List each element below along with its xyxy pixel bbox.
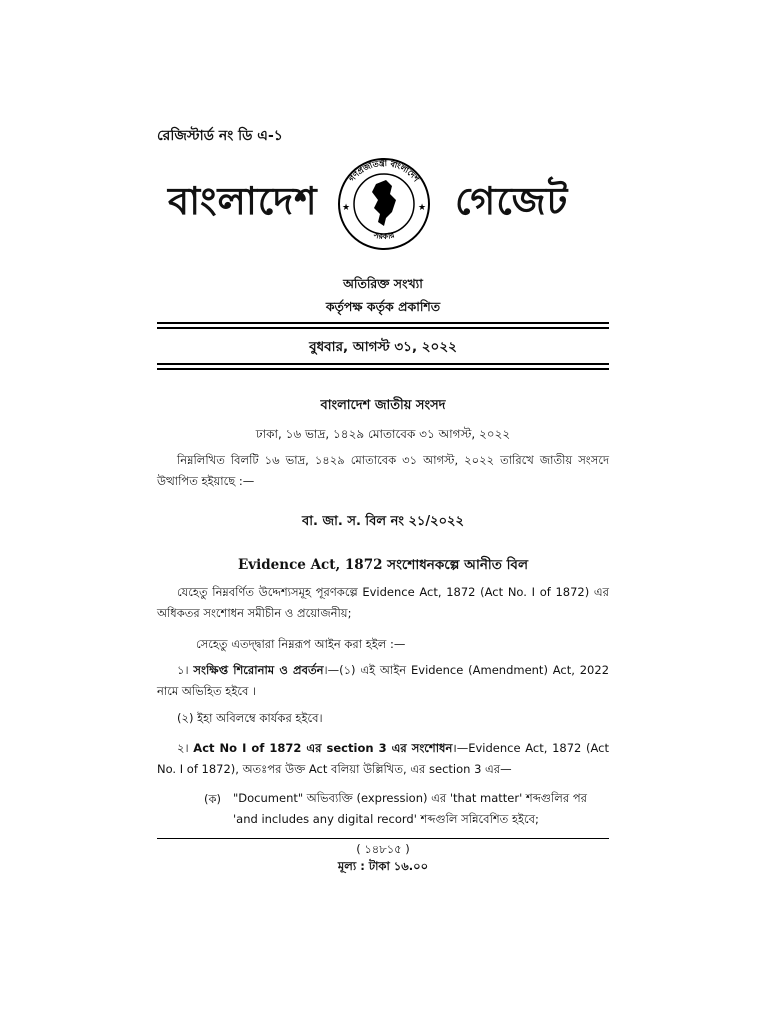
seal-top-text: গণপ্রজাতন্ত্রী বাংলাদেশ [347, 158, 421, 184]
clause-ka-label: (ক) [204, 792, 222, 806]
government-seal-icon [326, 156, 442, 252]
section-1 [157, 660, 609, 702]
page-number: ( ১৪৮১৫ ) [356, 842, 410, 856]
masthead-right: গেজেট [455, 179, 569, 223]
published-by-label: কর্তৃপক্ষ কর্তৃক প্রকাশিত [325, 299, 441, 314]
bill-number: বা. জা. স. বিল নং ২১/২০২২ [302, 514, 464, 529]
intro-paragraph: নিম্নলিখিত বিলটি ১৬ ভাদ্র, ১৪২৯ মোতাবেক ৩১ আগস্ট, ২০২২ তারিখে জাতীয় সংসদে উত্থাপিত হইয়াছে :— [157, 453, 609, 488]
bottom-double-rule-1 [157, 363, 609, 365]
section-2-number: ২। [177, 741, 189, 755]
section-1-heading: সংক্ষিপ্ত শিরোনাম ও প্রবর্তন [193, 663, 324, 677]
masthead-left: বাংলাদেশ [168, 179, 318, 223]
svg-text:★: ★ [417, 203, 427, 213]
svg-text:★: ★ [341, 203, 351, 213]
bottom-double-rule-2 [157, 368, 609, 370]
clause-ka-text: "Document" অভিব্যক্তি (expression) এর 'that matter' শব্দগুলির পর 'and includes any digital record' শব্দগুলি সন্নিবেশিত হইবে; [233, 791, 587, 826]
section-2 [157, 738, 609, 780]
extraordinary-label: অতিরিক্ত সংখ্যা [343, 276, 423, 291]
price-label: মূল্য : টাকা ১৬.০০ [337, 859, 429, 873]
section-2-heading: Act No I of 1872 এর section 3 এর সংশোধন [193, 741, 453, 755]
top-double-rule-1 [157, 322, 609, 324]
svg-text:সরকার [372, 230, 396, 241]
seal-bottom-text: সরকার [372, 230, 396, 242]
section-1-text: ।—(১) এই আইন Evidence (Amendment) Act, 2022 নামে অভিহিত হইবে । [157, 663, 610, 698]
section-1-subsection-2: (২) ইহা অবিলম্বে কার্যকর হইবে। [177, 711, 323, 725]
dhaka-date-line: ঢাকা, ১৬ ভাদ্র, ১৪২৯ মোতাবেক ৩১ আগস্ট, ২০২২ [255, 427, 511, 441]
bill-title: Evidence Act, 1872 সংশোধনকল্পে আনীত বিল [237, 557, 529, 573]
top-double-rule-2 [157, 327, 609, 329]
section-1-number: ১। [177, 663, 189, 677]
registration-number: রেজিস্টার্ড নং ডি এ-১ [157, 128, 283, 144]
parliament-heading: বাংলাদেশ জাতীয় সংসদ [320, 398, 446, 413]
issue-date: বুধবার, আগস্ট ৩১, ২০২২ [309, 339, 457, 355]
section-2-text: ।—Evidence Act, 1872 (Act No. I of 1872), অতঃপর উক্ত Act বলিয়া উল্লিখিত, এর section 3 এর— [157, 741, 610, 776]
enactment-clause: সেহেতু এতদ্দ্বারা নিম্নরূপ আইন করা হইল :— [196, 637, 406, 651]
preamble-paragraph: যেহেতু নিম্নবর্ণিত উদ্দেশ্যসমূহ পূরণকল্পে Evidence Act, 1872 (Act No. I of 1872) এর অধিকতর সংশোধন সমীচীন ও প্রয়োজনীয়; [157, 585, 609, 620]
footer-rule [157, 838, 609, 839]
svg-text:গণপ্রজাতন্ত্রী বাংলাদেশ [347, 157, 421, 185]
